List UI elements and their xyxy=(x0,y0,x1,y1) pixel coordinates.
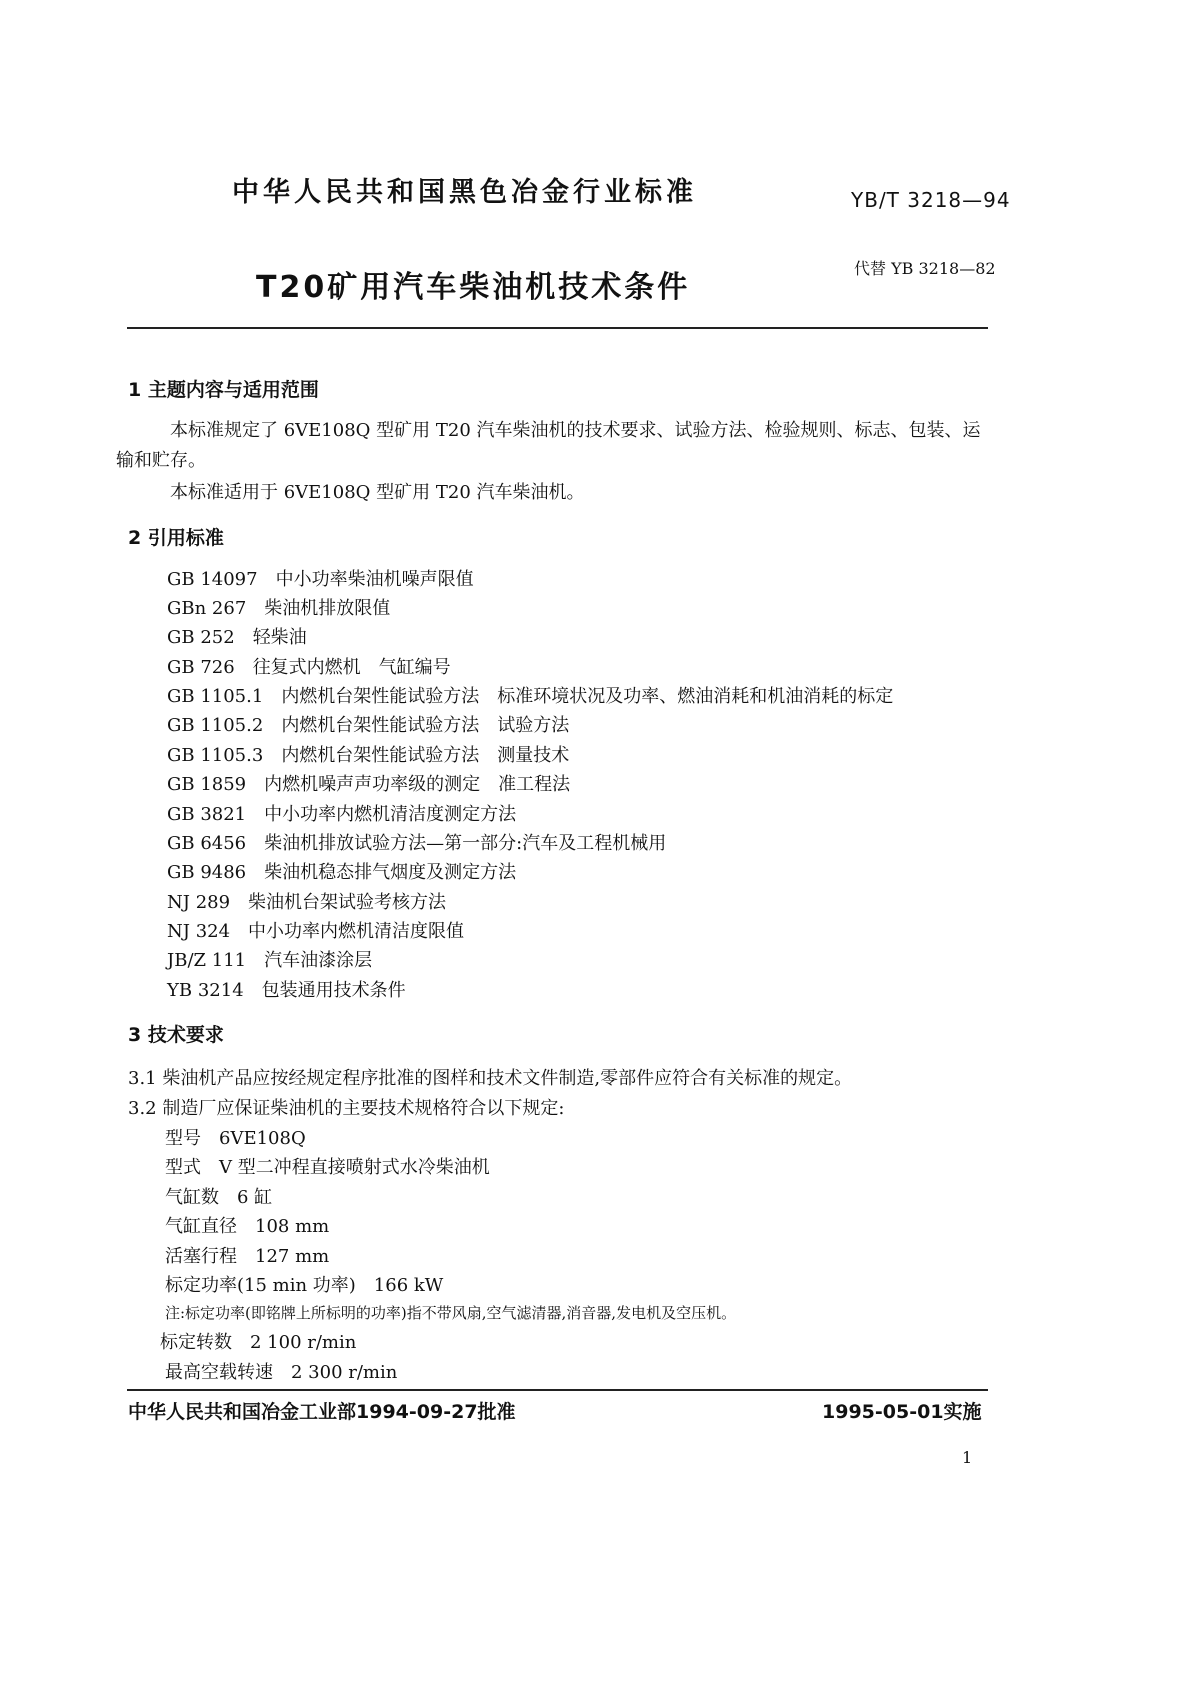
reference-code: NJ 289 xyxy=(167,892,231,913)
reference-item xyxy=(167,917,464,943)
reference-title: 包装通用技术条件 xyxy=(261,980,406,1001)
reference-title: 柴油机排放限值 xyxy=(264,598,391,619)
standard-title: T20矿用汽车柴油机技术条件 xyxy=(256,270,691,305)
section-3-heading: 3 技术要求 xyxy=(128,1024,224,1046)
reference-title: 中小功率内燃机清洁度限值 xyxy=(248,921,465,942)
reference-title: 中小功率柴油机噪声限值 xyxy=(275,569,474,590)
reference-item xyxy=(167,946,372,972)
reference-item xyxy=(167,829,666,855)
reference-code: GBn 267 xyxy=(167,598,247,619)
reference-item xyxy=(167,653,451,679)
clause-3-2: 3.2 制造厂应保证柴油机的主要技术规格符合以下规定: xyxy=(128,1098,565,1119)
reference-title: 柴油机排放试验方法—第一部分:汽车及工程机械用 xyxy=(264,833,667,854)
reference-item xyxy=(167,800,516,826)
reference-item xyxy=(167,682,893,708)
section-2-heading: 2 引用标准 xyxy=(128,527,224,549)
spec-bore: 气缸直径 108 mm xyxy=(165,1216,330,1237)
footer-divider xyxy=(127,1389,988,1391)
reference-code: GB 9486 xyxy=(167,862,247,883)
reference-item xyxy=(167,858,516,884)
reference-code: JB/Z 111 xyxy=(167,950,247,971)
section-1-para-1-line-1: 本标准规定了 6VE108Q 型矿用 T20 汽车柴油机的技术要求、试验方法、检验规则、标志、包装、运 xyxy=(170,420,981,441)
reference-code: GB 3821 xyxy=(167,804,247,825)
reference-title: 柴油机稳态排气烟度及测定方法 xyxy=(264,862,517,883)
reference-title: 中小功率内燃机清洁度测定方法 xyxy=(264,804,517,825)
reference-title: 内燃机台架性能试验方法 测量技术 xyxy=(281,745,570,766)
reference-title: 柴油机台架试验考核方法 xyxy=(248,892,447,913)
page-number: 1 xyxy=(962,1448,973,1467)
reference-code: GB 726 xyxy=(167,657,235,678)
reference-title: 内燃机噪声声功率级的测定 准工程法 xyxy=(264,774,571,795)
reference-title: 内燃机台架性能试验方法 标准环境状况及功率、燃油消耗和机油消耗的标定 xyxy=(281,686,894,707)
reference-item xyxy=(167,594,390,620)
reference-code: GB 1105.3 xyxy=(167,745,264,766)
section-1-para-1-line-2: 输和贮存。 xyxy=(116,450,206,471)
reference-item xyxy=(167,711,569,737)
industry-standard-title: 中华人民共和国黑色冶金行业标准 xyxy=(232,177,697,208)
reference-code: GB 1105.2 xyxy=(167,715,264,736)
spec-rated-speed: 标定转数 2 100 r/min xyxy=(160,1332,357,1353)
reference-item xyxy=(167,565,474,591)
section-1-para-2: 本标准适用于 6VE108Q 型矿用 T20 汽车柴油机。 xyxy=(170,482,585,503)
header-divider xyxy=(127,327,988,329)
reference-item xyxy=(167,741,569,767)
reference-item xyxy=(167,888,446,914)
spec-cylinders: 气缸数 6 缸 xyxy=(165,1187,273,1208)
reference-code: GB 6456 xyxy=(167,833,247,854)
approval-line: 中华人民共和国冶金工业部1994-09-27批准 xyxy=(128,1401,516,1423)
spec-stroke: 活塞行程 127 mm xyxy=(165,1246,330,1267)
spec-model: 型号 6VE108Q xyxy=(165,1128,306,1149)
reference-item xyxy=(167,976,406,1002)
reference-item xyxy=(167,770,570,796)
reference-code: GB 1859 xyxy=(167,774,247,795)
reference-code: GB 14097 xyxy=(167,569,258,590)
reference-code: NJ 324 xyxy=(167,921,231,942)
section-1-heading: 1 主题内容与适用范围 xyxy=(128,379,319,401)
replaces-standard: 代替 YB 3218—82 xyxy=(854,259,996,278)
spec-rated-power: 标定功率(15 min 功率) 166 kW xyxy=(165,1275,444,1296)
spec-type: 型式 V 型二冲程直接喷射式水冷柴油机 xyxy=(165,1157,490,1178)
reference-item xyxy=(167,623,307,649)
spec-max-idle-speed: 最高空载转速 2 300 r/min xyxy=(165,1362,398,1383)
reference-code: YB 3214 xyxy=(167,980,244,1001)
standard-number: YB/T 3218—94 xyxy=(851,188,1011,212)
reference-title: 内燃机台架性能试验方法 试验方法 xyxy=(281,715,570,736)
reference-title: 往复式内燃机 气缸编号 xyxy=(252,657,451,678)
reference-code: GB 252 xyxy=(167,627,235,648)
reference-code: GB 1105.1 xyxy=(167,686,264,707)
spec-note: 注:标定功率(即铭牌上所标明的功率)指不带风扇,空气滤清器,消音器,发电机及空压机。 xyxy=(165,1304,737,1322)
reference-title: 汽车油漆涂层 xyxy=(264,950,373,971)
implementation-date: 1995-05-01实施 xyxy=(822,1401,982,1423)
clause-3-1: 3.1 柴油机产品应按经规定程序批准的图样和技术文件制造,零部件应符合有关标准的规定。 xyxy=(128,1068,853,1089)
reference-title: 轻柴油 xyxy=(252,627,307,648)
